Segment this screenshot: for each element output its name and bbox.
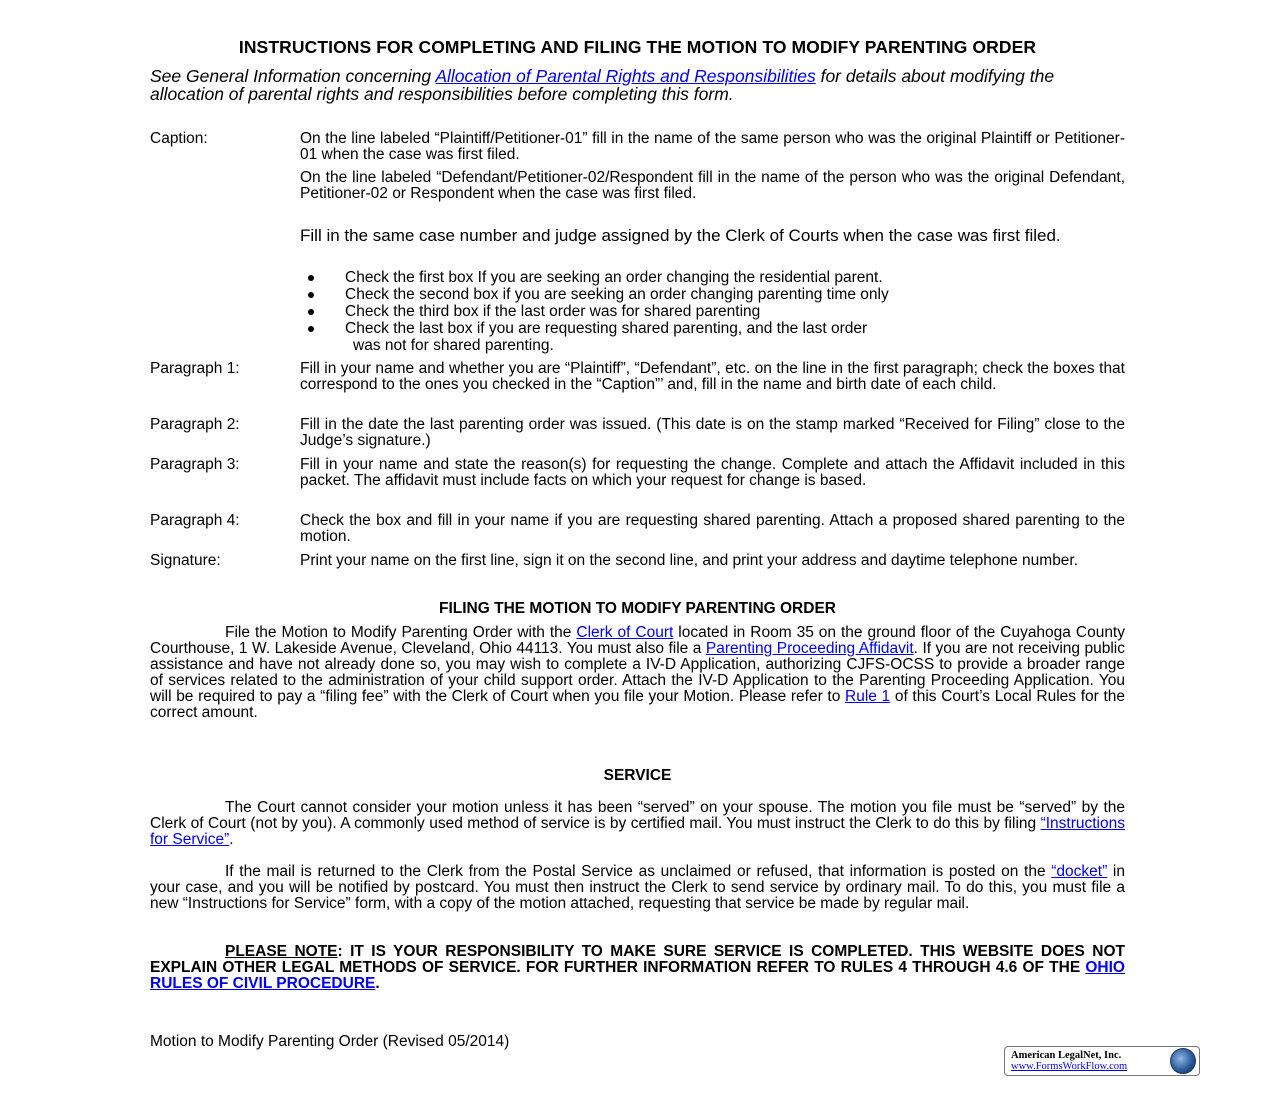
- paragraph-2-label: Paragraph 2:: [150, 416, 240, 433]
- signature-text: Print your name on the first line, sign it on the second line, and print your address and daytime telephone number.: [300, 552, 1079, 569]
- paragraph-1-text: Fill in your name and whether you are “Plaintiff”, “Defendant”, etc. on the line in the first paragraph; check the boxes that correspond to the ones you checked in the “Caption”’ and, fill in the name and birth date of each child.: [300, 360, 1125, 393]
- signature-label: Signature:: [150, 552, 221, 569]
- caption-label: Caption:: [150, 130, 208, 147]
- list-item: Check the second box if you are seeking an order changing parenting time only: [300, 286, 1125, 303]
- paragraph-3-label: Paragraph 3:: [150, 456, 240, 473]
- badge-company: American LegalNet, Inc.: [1011, 1050, 1122, 1061]
- service-paragraph-2: If the mail is returned to the Clerk from the Postal Service as unclaimed or refused, that information is posted on the “docket” in your case, and you will be notified by postcard. You must then instruct the Clerk to send service by ordinary mail. To do this, you must file a new “Instructions for Service” form, with a copy of the motion attached, requesting that service be made by regular mail.: [150, 863, 1125, 912]
- paragraph-3-text: Fill in your name and state the reason(s) for requesting the change. Complete and attach the Affidavit included in this packet. The affidavit must include facts on which your request for change is based.: [300, 456, 1125, 489]
- globe-icon: [1170, 1048, 1196, 1074]
- list-item: Check the third box if the last order was for shared parenting: [300, 303, 1125, 320]
- legalnet-badge[interactable]: [1004, 1046, 1200, 1076]
- paragraph-2-text: Fill in the date the last parenting order was issued. (This date is on the stamp marked “Received for Filing” close to the Judge’s signature.): [300, 416, 1125, 449]
- instructions-for-service-link[interactable]: “Instructions for Service”: [150, 815, 1125, 848]
- intro-paragraph: [150, 68, 1110, 103]
- parenting-affidavit-link[interactable]: Parenting Proceeding Affidavit: [705, 640, 914, 657]
- list-item: Check the last box if you are requesting shared parenting, and the last order was not for shared parenting.: [300, 320, 1125, 354]
- caption-paragraph-3: Fill in the same case number and judge assigned by the Clerk of Courts when the case was first filed.: [300, 226, 1061, 245]
- bullet-icon: [308, 292, 314, 298]
- bullet-icon: [308, 309, 314, 315]
- bullet-icon: [308, 326, 314, 332]
- badge-url-link[interactable]: www.FormsWorkFlow.com: [1011, 1061, 1128, 1072]
- rule-1-link[interactable]: Rule 1: [845, 688, 891, 705]
- filing-heading: FILING THE MOTION TO MODIFY PARENTING ORDER: [439, 600, 836, 617]
- paragraph-4-label: Paragraph 4:: [150, 512, 240, 529]
- service-paragraph-1: The Court cannot consider your motion unless it has been “served” on your spouse. The motion you file must be “served” by the Clerk of Court (not by you). A commonly used method of service is by certified mail. You must instruct the Clerk to do this by filing “Instructions for Service”.: [150, 799, 1125, 848]
- allocation-link[interactable]: Allocation of Parental Rights and Responsibilities: [435, 66, 816, 86]
- ohio-rules-link[interactable]: OHIO RULES OF CIVIL PROCEDURE: [150, 959, 1125, 992]
- caption-paragraph-1: On the line labeled “Plaintiff/Petitioner-01” fill in the name of the same person who was the original Plaintiff or Petitioner-01 when the case was first filed.: [300, 130, 1125, 163]
- caption-paragraph-2: On the line labeled “Defendant/Petitioner-02/Respondent fill in the name of the person who was the original Defendant, Petitioner-02 or Respondent when the case was first filed.: [300, 169, 1125, 202]
- service-heading: SERVICE: [603, 767, 672, 784]
- intro-text: See General Information concerning: [150, 66, 436, 86]
- please-note-paragraph: PLEASE NOTE: IT IS YOUR RESPONSIBILITY TO MAKE SURE SERVICE IS COMPLETED. THIS WEBSITE DOES NOT EXPLAIN OTHER LEGAL METHODS OF SERVICE. FOR FURTHER INFORMATION REFER TO RULES 4 THROUGH 4.6 OF THE OHIO RULES OF CIVIL PROCEDURE.: [150, 943, 1125, 992]
- docket-link[interactable]: “docket”: [1051, 863, 1108, 880]
- footer-revision: Motion to Modify Parenting Order (Revised 05/2014): [150, 1033, 510, 1050]
- clerk-of-court-link[interactable]: Clerk of Court: [576, 624, 674, 641]
- filing-paragraph: File the Motion to Modify Parenting Order with the Clerk of Court located in Room 35 on the ground floor of the Cuyahoga County Courthouse, 1 W. Lakeside Avenue, Cleveland, Ohio 44113. You must also file a Parenting Proceeding Affidavit. If you are not receiving public assistance and have not already done so, you may wish to complete a IV-D Application, authorizing CJFS-OCSS to provide a broader range of services related to the administration of your child support order. Attach the IV-D Application to the Parenting Proceeding Application. You will be required to pay a “filing fee” with the Clerk of Court when you file your Motion. Please refer to Rule 1 of this Court’s Local Rules for the correct amount.: [150, 624, 1125, 721]
- paragraph-1-label: Paragraph 1:: [150, 360, 240, 377]
- intro-text-end: for details about modifying the allocation of parental rights and responsibilities before completing this form.: [150, 66, 1055, 104]
- page-title: INSTRUCTIONS FOR COMPLETING AND FILING THE MOTION TO MODIFY PARENTING ORDER: [238, 37, 1037, 57]
- paragraph-4-text: Check the box and fill in your name if you are requesting shared parenting. Attach a proposed shared parenting to the motion.: [300, 512, 1125, 545]
- please-note-label: PLEASE NOTE: [225, 943, 338, 960]
- list-item: Check the first box If you are seeking an order changing the residential parent.: [300, 269, 1125, 286]
- caption-checkbox-list: [300, 269, 1125, 354]
- bullet-icon: [308, 275, 314, 281]
